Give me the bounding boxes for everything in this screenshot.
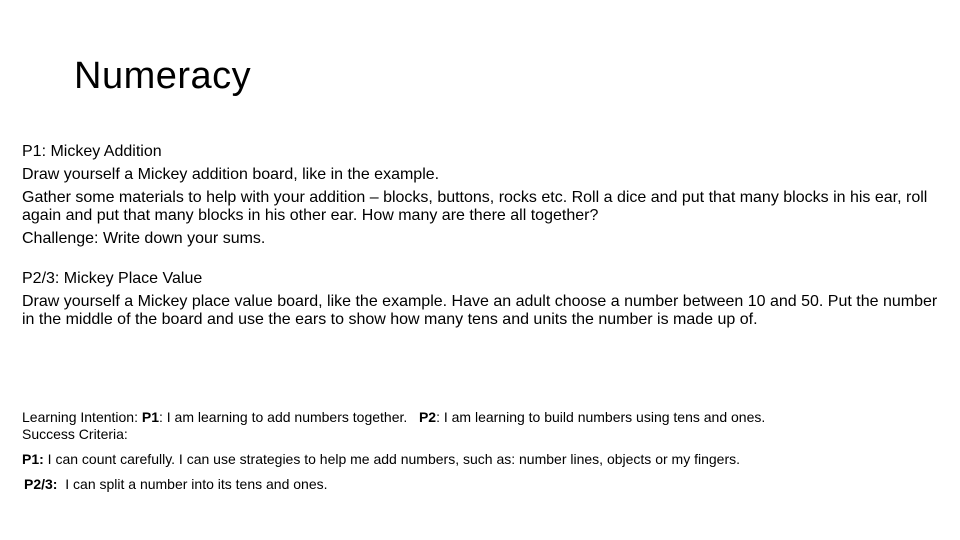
instructions-body bbox=[22, 143, 942, 329]
success-criteria-label: Success Criteria: bbox=[22, 426, 128, 442]
p23-heading: P2/3: Mickey Place Value bbox=[22, 270, 203, 287]
sc-p1-tag: P1: bbox=[22, 451, 44, 467]
sc-p23-tag: P2/3: bbox=[24, 476, 58, 492]
p23-line1: Draw yourself a Mickey place value board, like the example. Have an adult choose a number between 10 and 50. Put the number in the middle of the board and use the ears to show how many tens and units the number is made up of. bbox=[22, 293, 938, 328]
li-p1-text: : I am learning to add numbers together. bbox=[159, 409, 408, 425]
success-criteria-p1 bbox=[22, 451, 942, 468]
learning-intention-row bbox=[22, 409, 942, 426]
success-criteria-p23 bbox=[22, 476, 942, 493]
li-p1-tag: P1 bbox=[141, 409, 159, 425]
p1-heading: P1: Mickey Addition bbox=[22, 143, 162, 160]
sc-p23-text: I can split a number into its tens and ones. bbox=[57, 476, 328, 492]
learning-intentions bbox=[22, 409, 942, 493]
slide-title: Numeracy bbox=[74, 55, 252, 97]
li-p2-text: : I am learning to build numbers using tens and ones. bbox=[436, 409, 766, 425]
li-label: Learning Intention: bbox=[22, 409, 142, 425]
p1-challenge: Challenge: Write down your sums. bbox=[22, 230, 266, 247]
p1-line2: Gather some materials to help with your addition – blocks, buttons, rocks etc. Roll a dice and put that many blocks in his ear, roll again and put that many blocks in his other ear. How many are there all together? bbox=[22, 189, 928, 224]
sc-p1-text: I can count carefully. I can use strategies to help me add numbers, such as: number lines, objects or my fingers. bbox=[43, 451, 740, 467]
p1-line1: Draw yourself a Mickey addition board, like in the example. bbox=[22, 166, 440, 183]
li-p2-tag: P2 bbox=[418, 409, 437, 425]
